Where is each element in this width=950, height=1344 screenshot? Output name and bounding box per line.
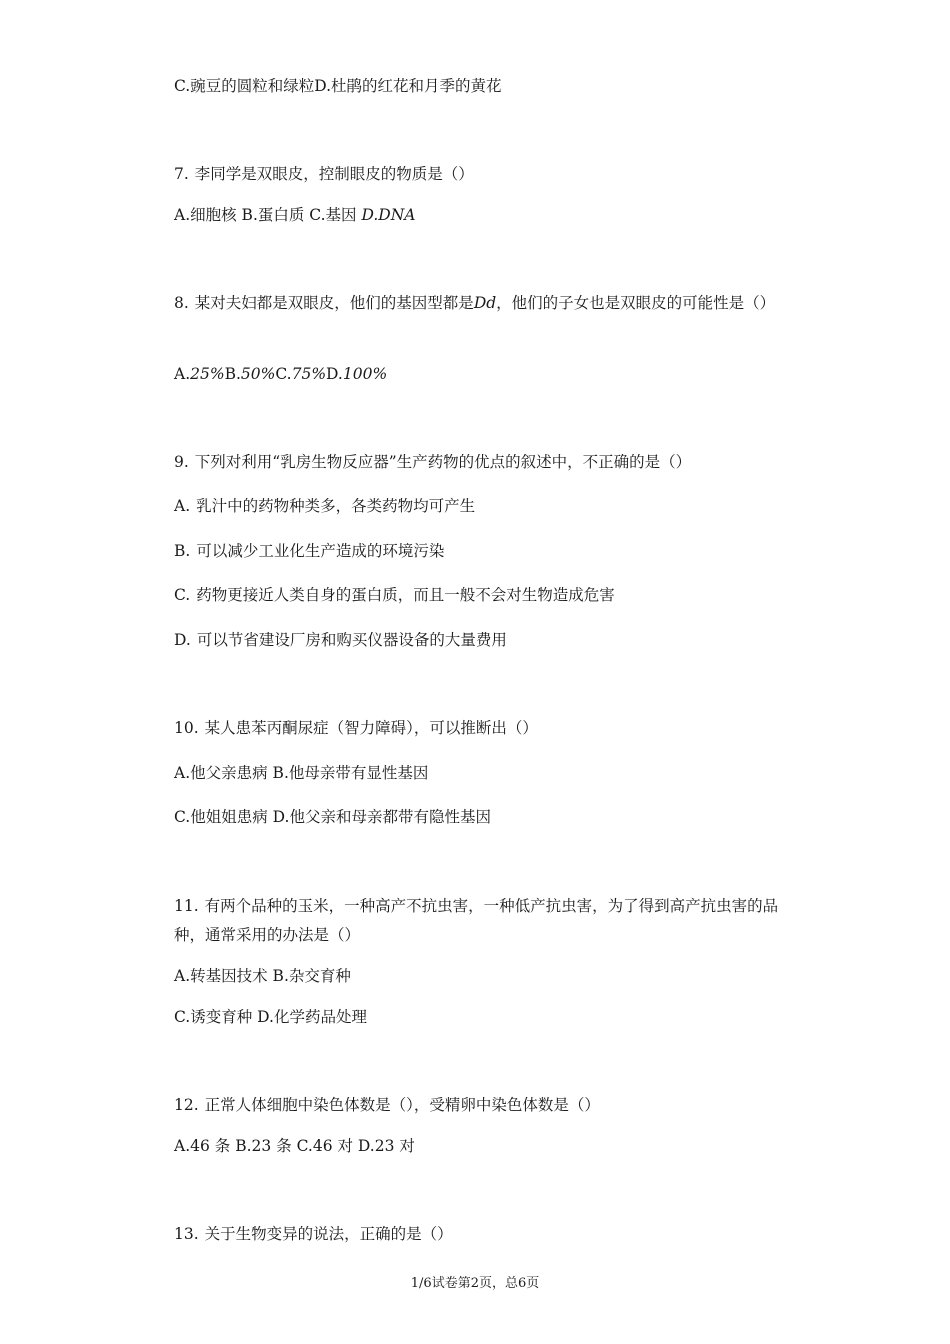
question-9-option-d	[174, 626, 814, 655]
option-d-letter: D.	[326, 365, 343, 383]
option-letter: A.	[174, 497, 191, 515]
question-8-options	[174, 360, 814, 389]
option-letter: B.	[174, 542, 191, 560]
option-text: C.他姐姐患病 D.他父亲和母亲都带有隐性基因	[174, 808, 491, 826]
option-a-value: 25%	[190, 365, 225, 383]
option-letter: D.	[174, 631, 191, 649]
question-number: 11.	[174, 897, 199, 915]
question-13	[174, 1220, 814, 1249]
question-text-continued: ，他们的子女也是双眼皮的可能性是（）	[496, 294, 776, 312]
option-d-text: D.DNA	[361, 206, 416, 224]
question-number: 13.	[174, 1225, 199, 1243]
question-number: 8.	[174, 294, 189, 312]
question-11-options-cd	[174, 1003, 814, 1032]
option-b-letter: B.	[224, 365, 241, 383]
question-9-option-c	[174, 581, 814, 610]
question-10-options-cd	[174, 803, 814, 832]
question-text: 某对夫妇都是双眼皮，他们的基因型都是	[194, 294, 474, 312]
question-9-option-b	[174, 537, 814, 566]
option-b-value: 50%	[240, 365, 276, 383]
option-a-letter: A.	[174, 365, 191, 383]
page-footer: 1/6试卷第2页，总6页	[410, 1276, 540, 1291]
question-text: 正常人体细胞中染色体数是（），受精卵中染色体数是（）	[204, 1096, 600, 1114]
option-text: A.他父亲患病 B.他母亲带有显性基因	[174, 764, 429, 782]
question-12-options	[174, 1132, 814, 1161]
option-d-value: 100%	[342, 365, 388, 383]
option-text: 可以减少工业化生产造成的环境污染	[196, 542, 445, 560]
answer-options-q6-cd	[174, 72, 814, 101]
option-text: A.46 条 B.23 条 C.46 对 D.23 对	[174, 1137, 415, 1155]
option-text: C.豌豆的圆粒和绿粒D.杜鹃的红花和月季的黄花	[174, 77, 502, 95]
option-text: 药物更接近人类自身的蛋白质，而且一般不会对生物造成危害	[196, 586, 615, 604]
question-text: 下列对利用“乳房生物反应器”生产药物的优点的叙述中，不正确的是（）	[194, 453, 692, 471]
question-7	[174, 160, 814, 189]
option-text: 可以节省建设厂房和购买仪器设备的大量费用	[196, 631, 507, 649]
option-c-letter: C.	[275, 365, 292, 383]
option-text: A.转基因技术 B.杂交育种	[174, 967, 351, 985]
question-10-options-ab	[174, 759, 814, 788]
question-9-option-a	[174, 492, 814, 521]
option-text: 乳汁中的药物种类多，各类药物均可产生	[196, 497, 476, 515]
option-text: A.细胞核 B.蛋白质 C.基因	[174, 206, 362, 224]
question-11	[174, 892, 804, 950]
question-text: 关于生物变异的说法，正确的是（）	[204, 1225, 453, 1243]
question-11-options-ab	[174, 962, 814, 991]
question-12	[174, 1091, 814, 1120]
option-text: C.诱变育种 D.化学药品处理	[174, 1008, 367, 1026]
question-text: 某人患苯丙酮尿症（智力障碍），可以推断出（）	[204, 719, 538, 737]
question-7-options	[174, 201, 814, 230]
question-9	[174, 448, 814, 477]
question-number: 10.	[174, 719, 199, 737]
genotype-text: Dd	[473, 294, 497, 312]
question-number: 9.	[174, 453, 189, 471]
question-number: 7.	[174, 165, 189, 183]
question-text: 有两个品种的玉米，一种高产不抗虫害，一种低产抗虫害，为了得到高产抗虫害的品种，通常采用的办法是（）	[174, 897, 779, 944]
option-c-value: 75%	[291, 365, 327, 383]
question-8	[174, 289, 804, 318]
question-10	[174, 714, 814, 743]
option-letter: C.	[174, 586, 191, 604]
question-number: 12.	[174, 1096, 199, 1114]
question-text: 李同学是双眼皮，控制眼皮的物质是（）	[194, 165, 474, 183]
